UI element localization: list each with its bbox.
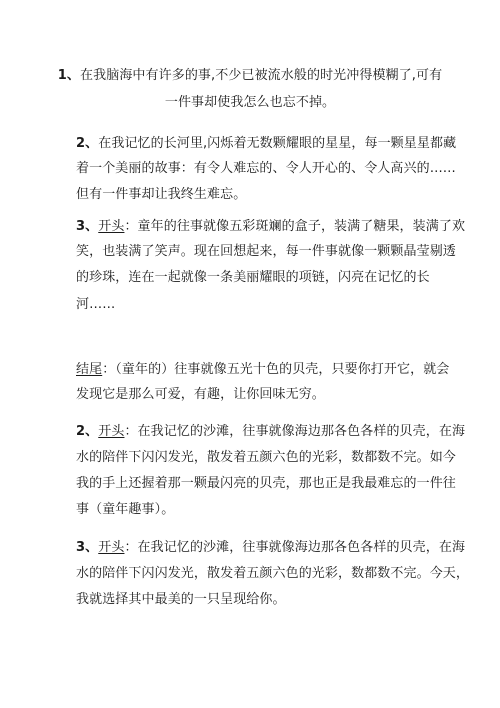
p3-line-1	[76, 219, 465, 235]
p5-line-2: 水的陪伴下闪闪发光，散发着五颜六色的光彩，数都数不完。如今	[76, 450, 456, 465]
p4-line-2: 发现它是那么可爱，有趣，让你回味无穷。	[76, 387, 325, 402]
p2-line-1	[76, 136, 456, 152]
p3-line-2: 笑，也装满了笑声。现在回想起来，每一件事就像一颗颗晶莹剔透	[76, 244, 456, 259]
p1-line-1	[0, 68, 500, 84]
p5-number: 2、	[76, 424, 99, 439]
p4-line-1-text: ：（童年的）往事就像五光十色的贝壳，只要你打开它，就会	[102, 362, 450, 377]
p3-line-1-text: ：童年的往事就像五彩斑斓的盒子，装满了糖果，装满了欢	[124, 219, 466, 234]
p5-label: 开头	[98, 424, 125, 439]
p6-label: 开头	[98, 540, 125, 555]
p3-line-3: 的珍珠，连在一起就像一条美丽耀眼的项链，闪亮在记忆的长	[76, 270, 430, 285]
p5-line-1-text: ：在我记忆的沙滩，往事就像海边那各色各样的贝壳，在海	[124, 424, 466, 439]
p6-line-3: 我就选择其中最美的一只呈现给你。	[76, 592, 286, 607]
p4-label: 结尾	[76, 362, 103, 377]
p6-number: 3、	[76, 540, 99, 555]
p4-line-1	[76, 362, 449, 378]
p2-line-2: 着一个美丽的故事：有令人难忘的、令人开心的、令人高兴的……	[76, 161, 456, 176]
p6-line-1	[76, 540, 465, 556]
p2-line-3: 但有一件事却让我终生难忘。	[76, 187, 247, 202]
p2-line-1-text: 在我记忆的长河里,闪烁着无数颗耀眼的星星，每一颗星星都藏	[98, 136, 457, 151]
p1-line-1-text: 在我脑海中有许多的事,不少已被流水般的时光冲得模糊了,可有	[80, 68, 443, 83]
p5-line-1	[76, 424, 465, 440]
p3-number: 3、	[76, 219, 99, 234]
p6-line-1-text: ：在我记忆的沙滩，往事就像海边那各色各样的贝壳，在海	[124, 540, 466, 555]
p6-line-2: 水的陪伴下闪闪发光，散发着五颜六色的光彩，数都数不完。今天，	[76, 566, 470, 581]
p3-label: 开头	[98, 219, 125, 234]
p1-line-2: 一件事却使我怎么也忘不掉。	[164, 95, 336, 110]
p1-number: 1、	[57, 68, 81, 83]
p3-line-4: 河……	[76, 297, 116, 312]
p2-number: 2、	[76, 136, 99, 151]
p5-line-4: 事（童年趣事）。	[76, 502, 175, 517]
p5-line-3: 我的手上还握着那一颗最闪亮的贝壳，那也正是我最难忘的一件往	[76, 476, 456, 491]
